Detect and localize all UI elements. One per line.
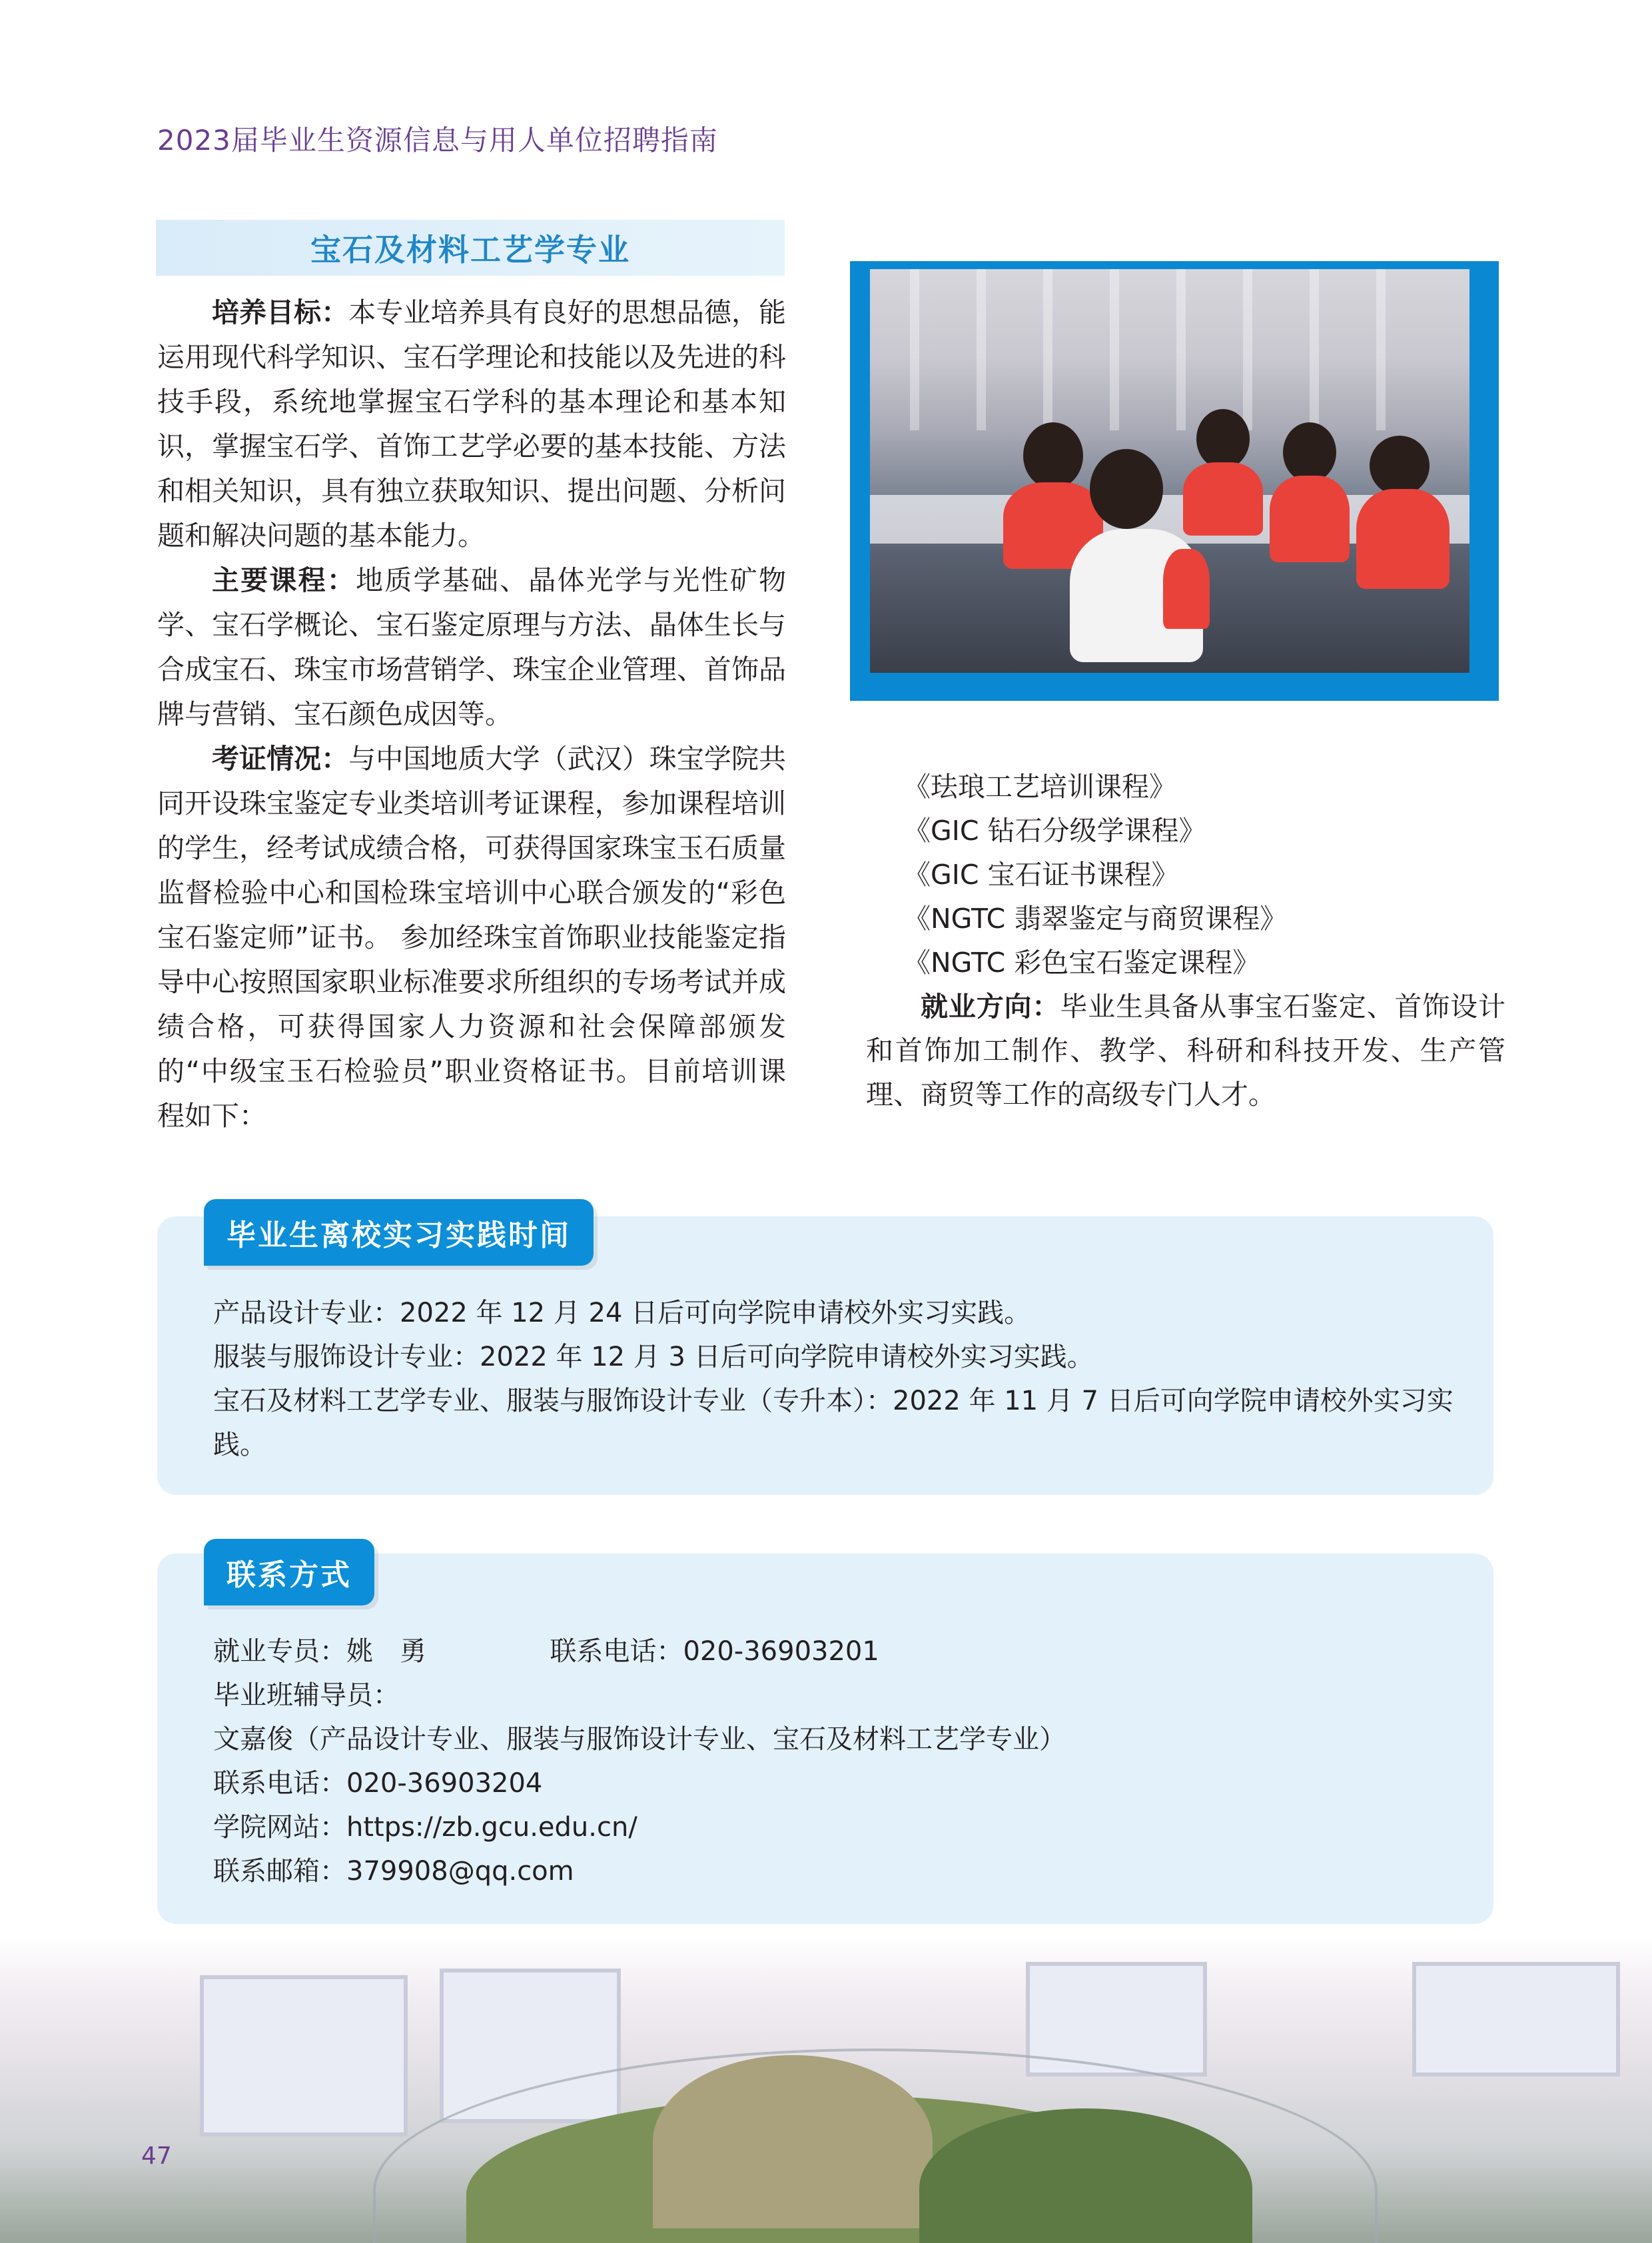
internship-line: 宝石及材料工艺学专业、服装与服饰设计专业（专升本）：2022 年 11 月 7 日后可向学院申请校外实习实践。 (213, 1386, 1453, 1460)
lab-photo (870, 269, 1469, 673)
main-courses-label: 主要课程： (212, 564, 356, 596)
officer-label: 就业专员： (213, 1636, 346, 1667)
main-courses-paragraph (157, 558, 786, 737)
training-course-item: 《珐琅工艺培训课程》 (903, 771, 1176, 803)
training-course-item: 《GIC 钻石分级学课程》 (903, 815, 1206, 847)
counselor: 文嘉俊（产品设计专业、服装与服饰设计专业、宝石及材料工艺学专业） (213, 1724, 1066, 1755)
phone-label: 联系电话： (213, 1768, 346, 1799)
training-goal-paragraph (157, 290, 786, 558)
phone-line (213, 1761, 1459, 1805)
internship-lines (213, 1291, 1459, 1467)
major-description (157, 290, 786, 1138)
major-title-bar (156, 220, 785, 276)
certificate-label: 考证情况： (212, 743, 349, 775)
website-label: 学院网站： (213, 1812, 346, 1843)
career-text: 毕业生具备从事宝石鉴定、首饰设计和首饰加工制作、教学、科研和科技开发、生产管理、商贸等工作的高级专门人才。 (866, 991, 1505, 1111)
publication-title: 2023届毕业生资源信息与用人单位招聘指南 (157, 124, 718, 157)
training-course-item: 《NGTC 翡翠鉴定与商贸课程》 (903, 903, 1288, 935)
email-label: 联系邮箱： (213, 1856, 346, 1887)
internship-line: 服装与服饰设计专业：2022 年 12 月 3 日后可向学院申请校外实习实践。 (213, 1342, 1094, 1372)
training-course-item: 《GIC 宝石证书课程》 (903, 859, 1179, 891)
officer-name: 姚 勇 (346, 1636, 426, 1667)
lab-photo-frame (850, 261, 1499, 701)
internship-title: 毕业生离校实习实践时间 (204, 1199, 594, 1266)
museum-exhibit-photo (0, 1935, 1652, 2243)
email-link[interactable]: 379908@qq.com (346, 1856, 574, 1887)
page-number: 47 (141, 2142, 172, 2170)
main-courses-text: 地质学基础、晶体光学与光性矿物学、宝石学概论、宝石鉴定原理与方法、晶体生长与合成宝石、珠宝市场营销学、珠宝企业管理、首饰品牌与营销、宝石颜色成因等。 (157, 564, 787, 730)
website-link[interactable]: https://zb.gcu.edu.cn/ (346, 1812, 637, 1843)
career-paragraph (866, 985, 1505, 1117)
career-label: 就业方向： (921, 991, 1060, 1023)
phone-value: 020-36903204 (346, 1768, 543, 1799)
internship-line: 产品设计专业：2022 年 12 月 24 日后可向学院申请校外实习实践。 (213, 1298, 1031, 1328)
website-line (213, 1805, 1459, 1849)
certificate-paragraph (157, 737, 786, 1138)
major-title: 宝石及材料工艺学专业 (310, 232, 630, 268)
officer-phone-label: 联系电话： (550, 1636, 683, 1667)
counselor-label: 毕业班辅导员： (213, 1680, 400, 1711)
officer-phone: 020-36903201 (683, 1636, 879, 1667)
training-goal-text: 本专业培养具有良好的思想品德，能运用现代科学知识、宝石学理论和技能以及先进的科技手段，系统地掌握宝石学科的基本理论和基本知识，掌握宝石学、首饰工艺学必要的基本技能、方法和相关知识，具有独立获取知识、提出问题、分析问题和解决问题的基本能力。 (157, 296, 786, 552)
contact-title: 联系方式 (204, 1539, 374, 1605)
training-goal-label: 培养目标： (212, 296, 349, 328)
contact-officer-line (213, 1629, 1459, 1673)
certificate-text: 与中国地质大学（武汉）珠宝学院共同开设珠宝鉴定专业类培训考证课程，参加课程培训的学生，经考试成绩合格，可获得国家珠宝玉石质量监督检验中心和国检珠宝培训中心联合颁发的“彩色宝石鉴定师”证书。 参加经珠宝首饰职业技能鉴定指导中心按照国家职业标准要求所组织的专场考试并成绩合格，可获得国家人力资源和社会保障部颁发的“中级宝玉石检验员”职业资格证书。目前培训课程如下： (157, 743, 786, 1132)
contact-lines (213, 1629, 1459, 1893)
courses-and-career (866, 765, 1505, 1117)
training-course-item: 《NGTC 彩色宝石鉴定课程》 (903, 947, 1260, 979)
email-line (213, 1849, 1459, 1893)
